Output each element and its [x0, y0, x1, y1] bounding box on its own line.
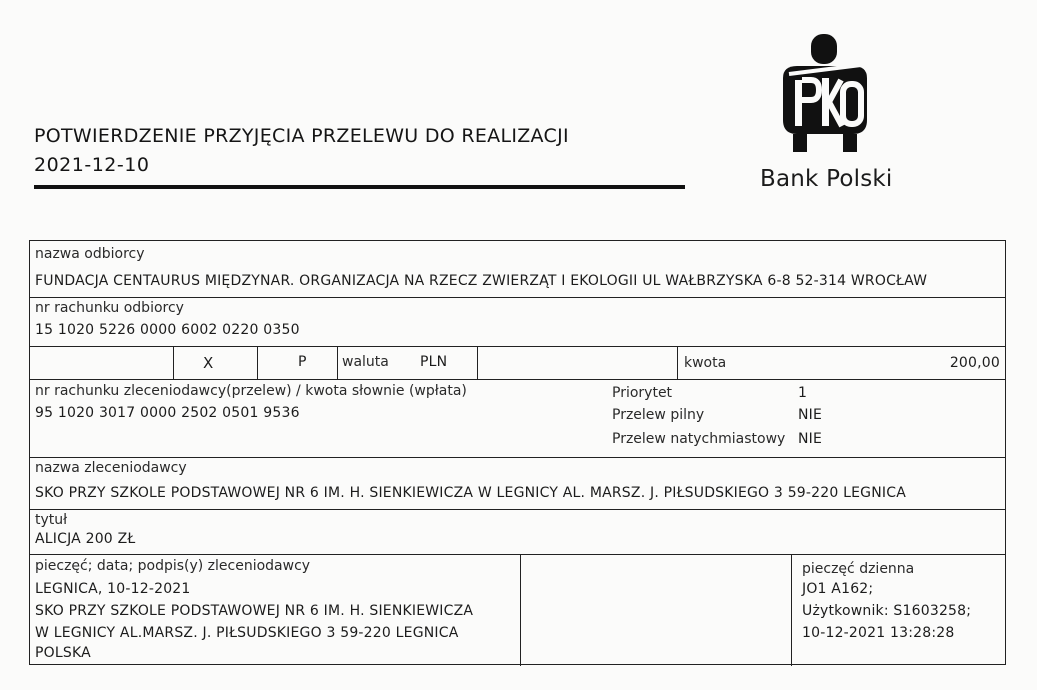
amount-value: 200,00: [949, 355, 1000, 371]
sender-account-value: 95 1020 3017 0000 2502 0501 9536: [35, 405, 300, 421]
urgent-label: Przelew pilny: [612, 407, 705, 423]
priority-label: Priorytet: [612, 385, 673, 401]
pko-bank-polski-logo-icon: [775, 30, 875, 160]
daily-stamp-line: JO1 A162;: [802, 581, 874, 597]
recipient-account-value: 15 1020 5226 0000 6002 0220 0350: [35, 322, 300, 338]
bank-name: Bank Polski: [760, 166, 893, 192]
row-divider: [30, 509, 1005, 510]
sender-account-label: nr rachunku zleceniodawcy(przelew) / kwota słownie (wpłata): [35, 383, 467, 399]
document-title: POTWIERDZENIE PRZYJĘCIA PRZELEWU DO REALIZACJI: [34, 125, 569, 147]
instant-label: Przelew natychmiastowy: [612, 431, 786, 447]
recipient-account-label: nr rachunku odbiorcy: [35, 300, 184, 316]
row-divider: [30, 554, 1005, 555]
transfer-form: [29, 240, 1006, 665]
transfer-title-value: ALICJA 200 ZŁ: [35, 531, 136, 547]
cell-divider: [257, 346, 258, 379]
document-date: 2021-12-10: [34, 154, 150, 176]
daily-stamp-line: 10-12-2021 13:28:28: [802, 625, 955, 641]
urgent-value: NIE: [798, 407, 823, 423]
row-divider: [30, 297, 1005, 298]
mark-x: X: [203, 354, 214, 372]
stamp-line: W LEGNICY AL.MARSZ. J. PIŁSUDSKIEGO 3 59-220 LEGNICA: [35, 625, 459, 641]
title-underline: [34, 185, 685, 189]
cell-divider: [173, 346, 174, 379]
cell-divider: [791, 554, 792, 666]
stamp-label: pieczęć; data; podpis(y) zleceniodawcy: [35, 558, 311, 574]
recipient-name-value: FUNDACJA CENTAURUS MIĘDZYNAR. ORGANIZACJA NA RZECZ ZWIERZĄT I EKOLOGII UL WAŁBRZYSKA 6-8 52-314 WROCŁAW: [35, 273, 928, 289]
stamp-line: POLSKA: [35, 645, 91, 661]
recipient-name-label: nazwa odbiorcy: [35, 246, 145, 262]
daily-stamp-line: Użytkownik: S1603258;: [802, 603, 972, 619]
sender-name-label: nazwa zleceniodawcy: [35, 460, 187, 476]
daily-stamp-label: pieczęć dzienna: [802, 561, 915, 577]
currency-label: waluta: [342, 354, 389, 370]
row-divider: [30, 346, 1005, 347]
priority-value: 1: [798, 385, 808, 401]
cell-divider: [337, 346, 338, 379]
amount-label: kwota: [684, 355, 727, 371]
stamp-line: LEGNICA, 10-12-2021: [35, 581, 191, 597]
cell-divider: [477, 346, 478, 379]
transfer-title-label: tytuł: [35, 512, 68, 528]
row-divider: [30, 457, 1005, 458]
row-divider: [30, 379, 1005, 380]
currency-value: PLN: [420, 354, 448, 370]
sender-name-value: SKO PRZY SZKOLE PODSTAWOWEJ NR 6 IM. H. SIENKIEWICZA W LEGNICY AL. MARSZ. J. PIŁSUDSKIEGO 3 59-220 LEGNICA: [35, 485, 906, 501]
cell-divider: [677, 346, 678, 379]
cell-divider: [520, 554, 521, 666]
instant-value: NIE: [798, 431, 823, 447]
p-label: P: [298, 354, 307, 370]
stamp-line: SKO PRZY SZKOLE PODSTAWOWEJ NR 6 IM. H. SIENKIEWICZA: [35, 603, 474, 619]
